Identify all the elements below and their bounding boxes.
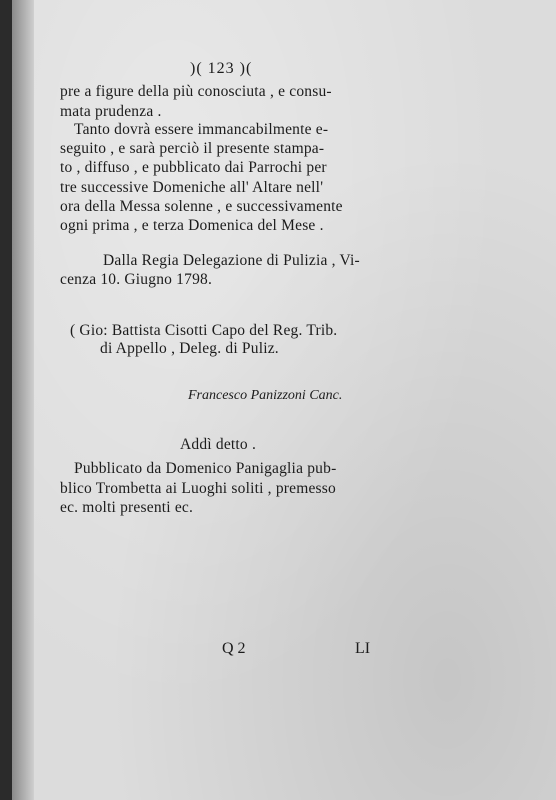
body-line-5: to , diffuso , e pubblicato dai Parrochi per xyxy=(60,159,327,176)
addi-line: Addì detto . xyxy=(180,436,257,453)
body-line-1: pre a figure della più conosciuta , e consu- xyxy=(60,83,332,100)
page-number: )( 123 )( xyxy=(190,60,253,77)
body-line-7: ora della Messa solenne , e successivamente xyxy=(60,198,343,215)
publication-line-1: Pubblicato da Domenico Panigaglia pub- xyxy=(74,460,337,477)
page-edge-shadow xyxy=(12,0,34,800)
sheet-number: LI xyxy=(355,640,371,657)
body-line-4: seguito , e sarà perciò il presente stampa- xyxy=(60,140,325,157)
publication-line-3: ec. molti presenti ec. xyxy=(60,499,194,516)
body-line-3: Tanto dovrà essere immancabilmente e- xyxy=(74,121,329,138)
chancellor-signature: Francesco Panizzoni Canc. xyxy=(188,388,343,403)
body-line-8: ogni prima , e terza Domenica del Mese . xyxy=(60,217,324,234)
date-line-2: cenza 10. Giugno 1798. xyxy=(60,271,213,288)
body-line-2: mata prudenza . xyxy=(60,103,162,120)
official-line-1: ( Gio: Battista Cisotti Capo del Reg. Trib. xyxy=(70,322,338,339)
date-line-1: Dalla Regia Delegazione di Pulizia , Vi- xyxy=(103,252,360,269)
official-line-2: di Appello , Deleg. di Puliz. xyxy=(100,340,279,357)
body-line-6: tre successive Domeniche all' Altare nell' xyxy=(60,179,324,196)
publication-line-2: blico Trombetta ai Luoghi soliti , premesso xyxy=(60,480,336,497)
signature-mark: Q 2 xyxy=(222,640,246,657)
